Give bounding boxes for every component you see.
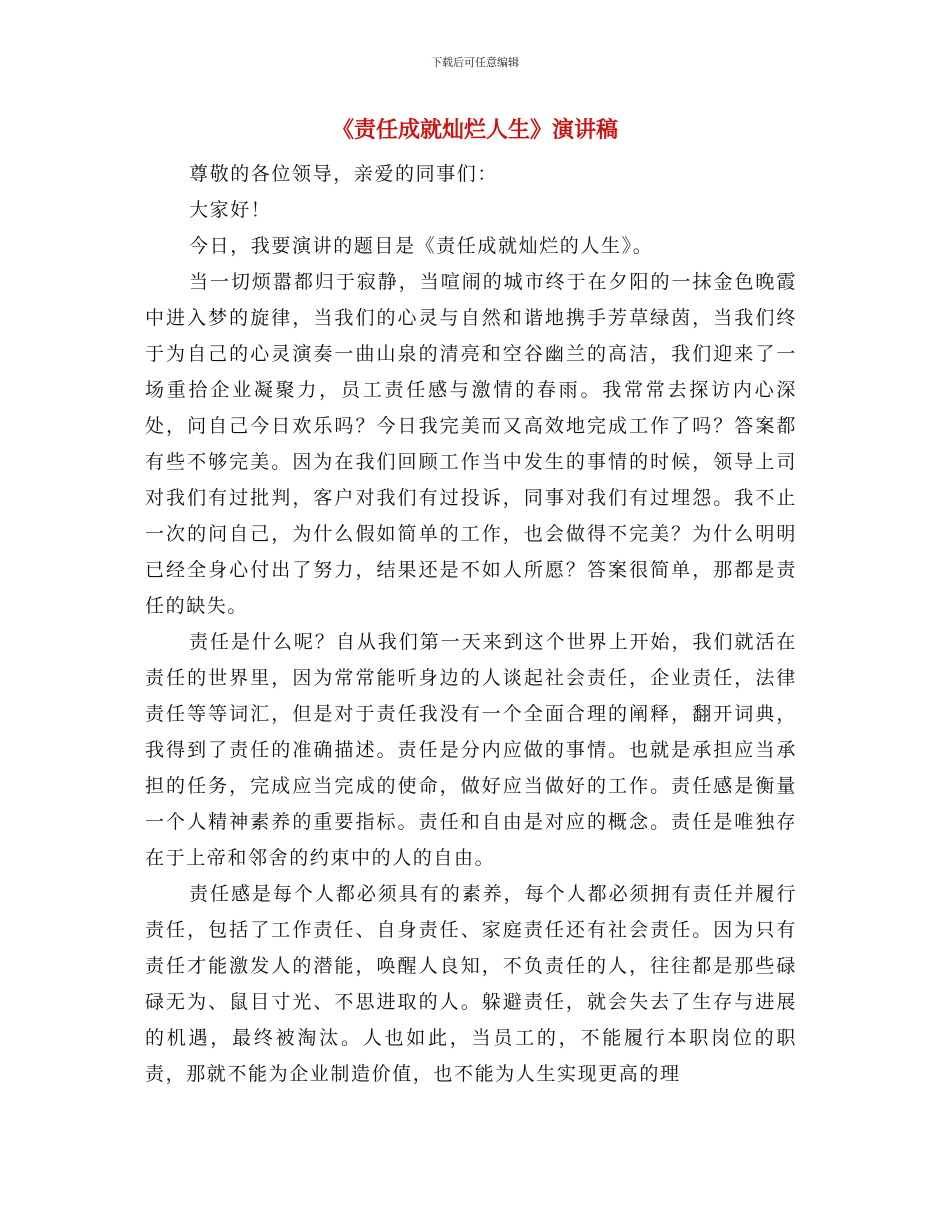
page-header: 下载后可任意编辑 <box>431 56 519 69</box>
topic-paragraph: 今日，我要演讲的题目是《责任成就灿烂的人生》。 <box>189 235 654 257</box>
document-title: 《责任成就灿烂人生》演讲稿 <box>331 118 618 143</box>
document-body <box>145 156 797 1092</box>
greeting-paragraph: 大家好！ <box>189 199 272 221</box>
body-paragraph: 当一切烦嚣都归于寂静，当喧闹的城市终于在夕阳的一抹金色晚霞中进入梦的旋律，当我们的心灵与自然和谐地携手芳草绿茵，当我们终于为自己的心灵演奏一曲山泉的清亮和空谷幽兰的高洁，我们迎来了一场重拾企业凝聚力，员工责任感与激情的春雨。我常常去探访内心深处，问自己今日欢乐吗？今日我完美而又高效地完成工作了吗？答案都有些不够完美。因为在我们回顾工作当中发生的事情的时候，领导上司对我们有过批判，客户对我们有过投诉，同事对我们有过埋怨。我不止一次的问自己，为什么假如简单的工作，也会做得不完美？为什么明明已经全身心付出了努力，结果还是不如人所愿？答案很简单，那都是责任的缺失。 <box>145 271 797 617</box>
body-paragraph: 责任感是每个人都必须具有的素养，每个人都必须拥有责任并履行责任，包括了工作责任、自身责任、家庭责任还有社会责任。因为只有责任才能激发人的潜能，唤醒人良知，不负责任的人，往往都是那些碌碌无为、鼠目寸光、不思进取的人。躲避责任，就会失去了生存与进展的机遇，最终被淘汰。人也如此，当员工的，不能履行本职岗位的职责，那就不能为企业制造价值，也不能为人生实现更高的理 <box>145 883 797 1085</box>
salutation-paragraph: 尊敬的各位领导，亲爱的同事们： <box>189 163 499 185</box>
body-paragraph: 责任是什么呢？自从我们第一天来到这个世界上开始，我们就活在责任的世界里，因为常常能听身边的人谈起社会责任，企业责任，法律责任等等词汇，但是对于责任我没有一个全面合理的阐释，翻开词典，我得到了责任的准确描述。责任是分内应做的事情。也就是承担应当承担的任务，完成应当完成的使命，做好应当做好的工作。责任感是衡量一个人精神素养的重要指标。责任和自由是对应的概念。责任是唯独存在于上帝和邻舍的约束中的人的自由。 <box>145 631 797 869</box>
